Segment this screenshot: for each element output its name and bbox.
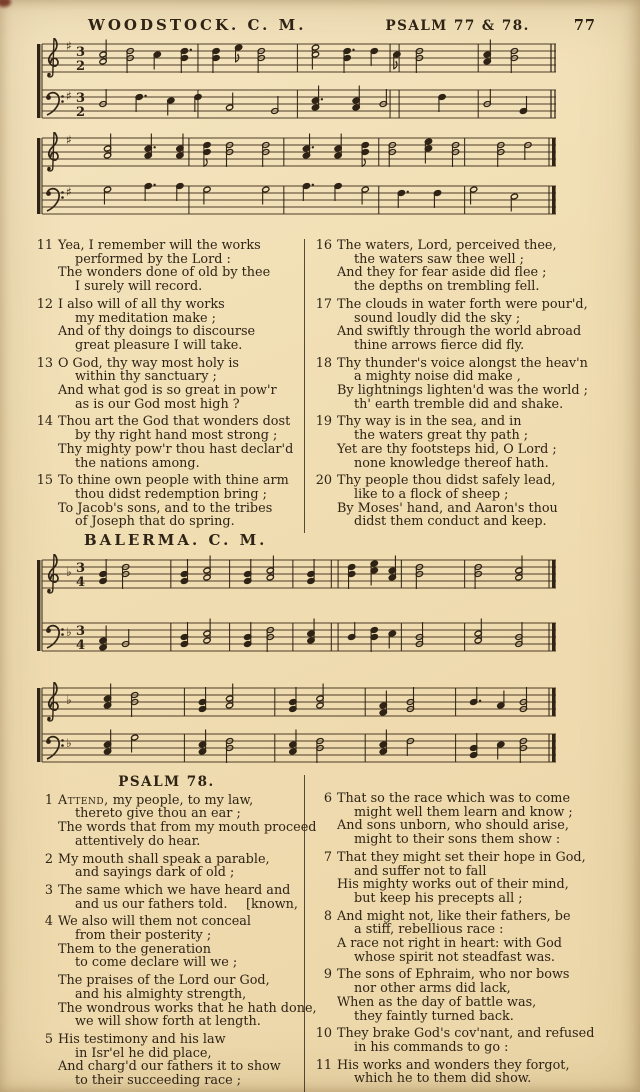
verse [312,910,615,965]
verse-line: The words that from my mouth proceed [58,820,317,836]
verse-line: I surely will record. [75,279,203,295]
verse-line: they faintly turned back. [354,1008,514,1024]
verse [312,792,615,847]
svg-text:4: 4 [76,575,86,590]
verse-line: They brake God's cov'nant, and refused [337,1026,595,1042]
verse [312,298,615,353]
verse-number: 5 [44,1031,53,1047]
woodstock-system-2 [0,132,640,226]
verse [312,968,615,1023]
svg-text:♭: ♭ [66,693,72,707]
verse-line: That they might set their hope in God, [337,849,586,865]
verse-line: My mouth shall speak a parable, [58,851,270,867]
verse-number: 12 [36,296,53,312]
verse-line: and suffer not to fall [354,863,487,879]
catchword: [known, [246,896,298,912]
verse [33,298,300,353]
page-number: 77 [573,17,596,34]
verse-number: 2 [44,851,53,867]
verse-line: And what god is so great in pow'r [58,383,277,399]
verse-line: His testimony and his law [58,1031,226,1047]
verse-number: 7 [323,849,332,865]
verse-line: Yea, I remember will the works [58,238,261,253]
verse-line: Thy way is in the sea, and in [337,414,522,430]
verse [33,357,300,412]
verse [312,1027,615,1054]
verse-line: thou didst redemption bring ; [75,486,267,502]
verse-number: 4 [44,914,53,930]
verse-line: to their succeeding race ; [75,1073,242,1089]
verse-number: 9 [323,967,332,983]
psalm77-left-column [33,239,304,533]
svg-text:♭: ♭ [66,565,72,579]
verse-line: the waters great thy path ; [354,428,529,444]
verse-line: th' earth tremble did and shake. [354,396,564,412]
verse-line: to come declare will we ; [75,955,238,971]
verse-line: And might not, like their fathers, be [337,908,571,924]
treble-staff [42,554,556,593]
verse-line: in Isr'el he did place, [75,1045,212,1061]
verse-line: And charg'd our fathers it to show [58,1059,281,1075]
verse-line: a stiff, rebellious race : [354,922,504,938]
verse-line: like to a flock of sheep ; [354,486,509,502]
verse-line: by thy right hand most strong ; [75,428,278,444]
svg-text:2: 2 [76,59,86,74]
psalm77-right-column [304,239,615,533]
svg-text:♯: ♯ [66,39,72,53]
verse-line: in his commands to go : [354,1039,509,1055]
verse-number: 15 [36,473,53,489]
treble-staff [42,38,556,77]
tune-title-balerma: BALERMA. C. M. [84,531,268,549]
verse-line: And of thy doings to discourse [58,324,256,340]
verse-line: By lightnings lighten'd was the world ; [337,383,588,399]
verse-line: Thou art the God that wonders dost [58,414,291,430]
verse [33,474,300,529]
verse-number: 10 [315,1026,332,1042]
verse-line: the nations among. [75,455,200,471]
svg-text:3: 3 [76,45,86,60]
verse-line: The waters, Lord, perceived thee, [337,238,557,253]
verse-line: we will show forth at length. [75,1014,261,1030]
svg-text:♯: ♯ [66,185,72,199]
verse-line: thereto give thou an ear ; [75,806,241,822]
psalm78-left-column [33,774,317,1092]
psalm78-verses [33,775,615,1092]
verse-line: And sons unborn, who should arise, [337,818,569,834]
verse [312,415,615,470]
verse-line: A race not right in heart: with God [337,936,562,952]
verse-line: Them to the generation [58,941,212,957]
verse-number: 14 [36,414,53,430]
verse-line: the depths on trembling fell. [354,279,540,295]
verse-line: I also will of all thy works [58,296,225,312]
verse-line: We also will them not conceal [58,914,252,930]
verse-line: Attend, my people, to my law, [58,792,254,808]
verse-line: Yet are thy footsteps hid, O Lord ; [337,441,557,457]
balerma-system-1 [0,554,640,663]
verse-number: 11 [36,238,53,253]
verse-number: 17 [315,296,332,312]
treble-staff [42,132,556,171]
verse-line: didst them conduct and keep. [354,514,547,530]
verse-line: And they for fear aside did flee ; [337,265,547,281]
verse-line: By Moses' hand, and Aaron's thou [337,500,558,516]
svg-text:♯: ♯ [66,89,72,103]
verse-line: as is our God most high ? [75,396,240,412]
svg-text:♭: ♭ [66,625,72,639]
verse-line: and us our fathers told. [known, [75,896,298,912]
verse-line: To Jacob's sons, and to the tribes [58,500,273,516]
verse [312,851,615,906]
balerma-system-2 [0,682,640,774]
woodstock-system-1 [0,38,640,130]
verse-line: and sayings dark of old ; [75,865,235,881]
verse-line: attentively do hear. [75,833,201,849]
verse-line: performed by the Lord : [75,251,231,267]
verse-line: The clouds in water forth were pour'd, [337,296,588,312]
verse [33,915,300,970]
svg-text:2: 2 [76,105,86,120]
verse-line: O God, thy way most holy is [58,355,239,371]
psalm78-right-column [304,775,615,1092]
verse-line: The wondrous works that he hath done, [58,1000,317,1016]
svg-text:3: 3 [76,624,86,639]
bass-staff [42,86,556,121]
verse-number: 3 [44,882,53,898]
verse-line: but keep his precepts all ; [354,890,523,906]
verse-line: none knowledge thereof hath. [354,455,549,471]
verse-line: and his almighty strength, [75,986,247,1002]
verse-line: The same which we have heard and [58,882,291,898]
verse-line: which he to them did show. [354,1071,532,1087]
verse-line: of Joseph that do spring. [75,514,235,530]
bass-staff [42,619,556,654]
svg-text:3: 3 [76,561,86,576]
verse-line: within thy sanctuary ; [75,369,217,385]
psalm77-verses [33,239,615,533]
verse [312,357,615,412]
verse-line: The wonders done of old by thee [58,265,271,281]
verse-number: 8 [323,908,332,924]
svg-text:3: 3 [76,91,86,106]
verse-line: whose spirit not steadfast was. [354,949,556,965]
verse-line: The praises of the Lord our God, [58,973,270,989]
treble-staff [42,682,556,721]
verse-line: The sons of Ephraim, who nor bows [337,967,570,983]
verse [312,239,615,294]
verse-line: thine arrows fierce did fly. [354,337,525,353]
verse-number: 20 [315,473,332,489]
svg-text:♯: ♯ [66,133,72,147]
verse-line: nor other arms did lack, [354,981,511,997]
tune-title-woodstock: WOODSTOCK. C. M. [88,16,307,34]
verse [33,239,300,294]
verse-number: 19 [315,414,332,430]
verse-line: And swiftly through the world abroad [337,324,582,340]
verse [33,973,317,1030]
psalm78-heading: PSALM 78. [118,774,215,790]
psalm-reference: PSALM 77 & 78. [385,18,530,34]
verse-line: His works and wonders they forgot, [337,1057,570,1073]
verse-number: 16 [315,238,332,253]
verse-line: a mighty noise did make , [354,369,521,385]
verse-line: my meditation make ; [75,310,216,326]
bass-staff [42,183,556,214]
verse-line: His mighty works out of their mind, [337,877,569,893]
verse-line: from their posterity ; [75,928,212,944]
verse-line: might well them learn and know ; [354,804,573,820]
verse-line: That so the race which was to come [337,791,571,806]
verse-number: 6 [323,791,332,806]
verse-line: the waters saw thee well ; [354,251,524,267]
verse [312,474,615,529]
verse [33,884,300,911]
verse-line: sound loudly did the sky ; [354,310,521,326]
verse-line: When as the day of battle was, [337,994,537,1010]
svg-text:4: 4 [76,638,86,653]
verse [33,1033,300,1088]
verse [33,415,300,470]
verse-number: 13 [36,355,53,371]
verse-line: might to their sons them show : [354,832,561,848]
verse-line: great pleasure I will take. [75,337,243,353]
bass-staff [42,730,556,764]
verse-line: Thy thunder's voice alongst the heav'n [337,355,588,371]
verse-line: Thy people thou didst safely lead, [337,473,556,489]
verse [312,1059,615,1086]
page-corner-stain [0,0,11,7]
verse-number: 1 [44,792,53,808]
verse [33,853,300,880]
verse-number: 18 [315,355,332,371]
verse-line: Thy mighty pow'r thou hast declar'd [58,441,294,457]
verse-number: 11 [315,1057,332,1073]
page-header [0,16,640,34]
verse [33,792,317,849]
svg-text:♭: ♭ [66,736,72,750]
verse-line: To thine own people with thine arm [58,473,289,489]
